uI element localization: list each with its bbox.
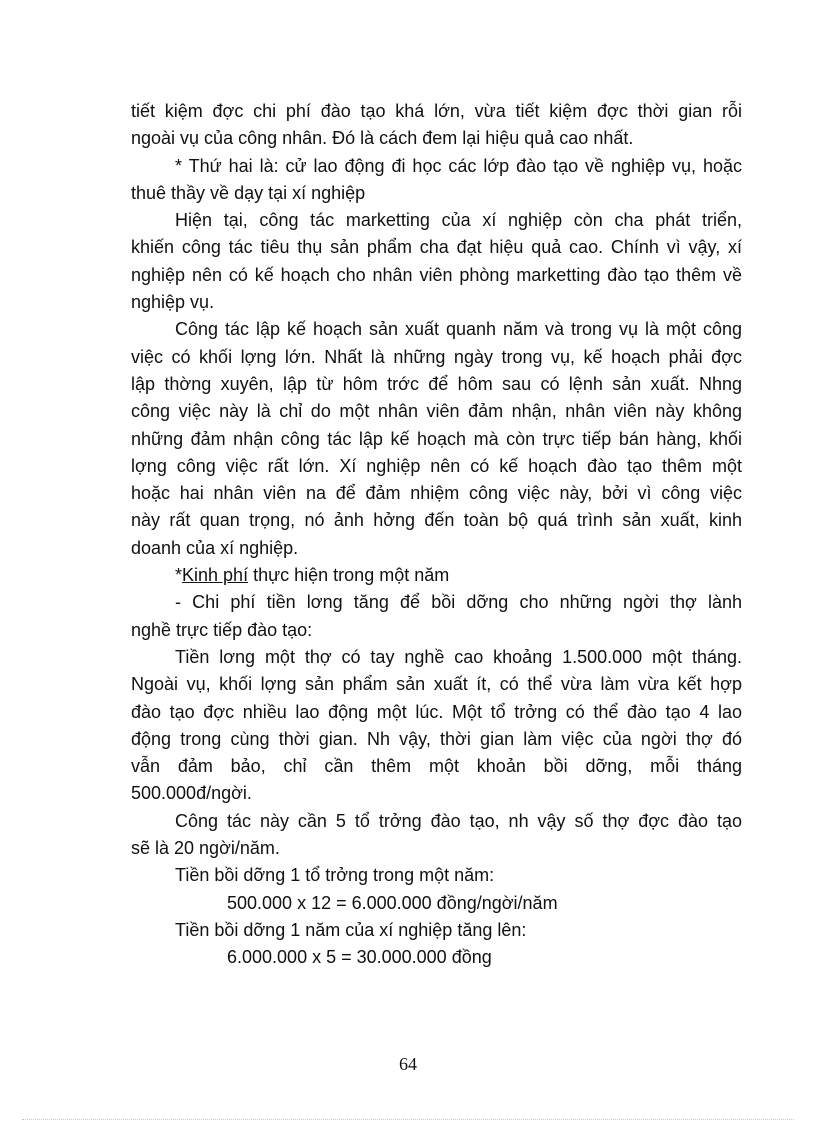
text-line: Tiền lơng một thợ có tay nghề cao khoảng 1.500.000 một tháng. [175, 646, 742, 667]
text-line: * Thứ hai là: cử lao động đi học các lớp đào tạo về nghiệp vụ, hoặc [175, 155, 742, 176]
text-line: khiến công tác tiêu thụ sản phẩm cha đạt hiệu quả cao. Chính vì vậy, xí [131, 237, 742, 258]
text-line: - Chi phí tiền lơng tăng để bồi dỡng cho những ngời thợ lành [175, 592, 742, 613]
text-line: nghiệp vụ. [131, 292, 215, 313]
heading-underlined: Kinh phí [182, 565, 249, 586]
text-line: việc có khối lợng lớn. Nhất là những ngày trong vụ, kế hoạch phải đợc [131, 346, 742, 367]
text-line: lợng công việc rất lớn. Xí nghiệp nên có kế hoạch đào tạo thêm một [131, 455, 742, 476]
text-line: Ngoài vụ, khối lợng sản phẩm sản xuất ít, có thể vừa làm vừa kết hợp [131, 674, 742, 695]
text-line: công việc này là chỉ do một nhân viên đảm nhận, nhân viên này không [131, 401, 742, 422]
text-line: Công tác lập kế hoạch sản xuất quanh năm và trong vụ là một công [175, 319, 742, 340]
body-text [131, 98, 742, 972]
text-line: động trong cùng thời gian. Nh vậy, thời gian làm việc của ngời thợ đó [131, 728, 742, 749]
text-line: nghề trực tiếp đào tạo: [131, 619, 313, 640]
text-line: lập thờng xuyên, lập từ hôm trớc để hôm sau có lệnh sản xuất. Nhng [131, 373, 742, 394]
text-line: đào tạo đợc nhiều lao động một lúc. Một tổ trởng có thể đào tạo 4 lao [131, 701, 742, 722]
text-line: tiết kiệm đợc chi phí đào tạo khá lớn, vừa tiết kiệm đợc thời gian rỗi [131, 101, 742, 121]
heading-prefix: * [175, 565, 183, 586]
footer-divider [22, 1119, 794, 1120]
text-line: 500.000đ/ngời. [131, 783, 252, 804]
text-line: vẫn đảm bảo, chỉ cần thêm một khoản bồi dỡng, mỗi tháng [131, 756, 742, 777]
text-line: nghiệp nên có kế hoạch cho nhân viên phòng marketting đào tạo thêm về [131, 264, 742, 285]
page-number: 64 [399, 1054, 417, 1074]
calculation-line: 500.000 x 12 = 6.000.000 đồng/ngời/năm [227, 892, 558, 913]
text-line: thuê thầy về dạy tại xí nghiệp [131, 182, 366, 203]
section-heading-kinh-phi [131, 562, 742, 589]
text-line: Công tác này cần 5 tổ trởng đào tạo, nh vậy số thợ đợc đào tạo [175, 810, 742, 831]
text-line: Hiện tại, công tác marketting của xí nghiệp còn cha phát triển, [175, 210, 742, 231]
text-line: doanh của xí nghiệp. [131, 537, 299, 558]
text-line: Tiền bồi dỡng 1 tổ trởng trong một năm: [175, 865, 495, 886]
calculation-line: 6.000.000 x 5 = 30.000.000 đồng [227, 947, 492, 968]
text-line: hoặc hai nhân viên na để đảm nhiệm công việc này, bởi vì công việc [131, 483, 742, 504]
heading-suffix: thực hiện trong một năm [248, 565, 450, 586]
text-line: Tiền bồi dỡng 1 năm của xí nghiệp tăng lên: [175, 919, 527, 940]
text-line: ngoài vụ của công nhân. Đó là cách đem lại hiệu quả cao nhất. [131, 128, 634, 149]
text-line: này rất quan trọng, nó ảnh hởng đến toàn bộ quá trình sản xuất, kinh [131, 510, 742, 531]
text-line: sẽ là 20 ngời/năm. [131, 838, 280, 859]
text-line: những đảm nhận công tác lập kế hoạch mà còn trực tiếp bán hàng, khối [131, 428, 742, 449]
